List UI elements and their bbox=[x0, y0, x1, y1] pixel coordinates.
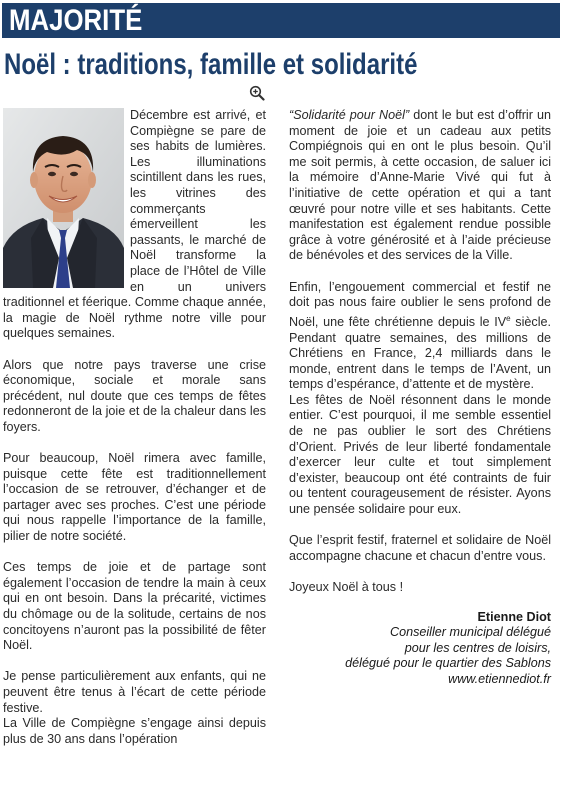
author-name: Etienne Diot bbox=[477, 609, 551, 624]
paragraph-city-commitment: La Ville de Compiègne s’engage ainsi depuis plus de 30 ans dans l’opération bbox=[3, 716, 266, 746]
paragraph-wishes: Que l’esprit festif, fraternel et solidaire de Noël accompagne chacune et chacun d’entre vous. bbox=[289, 533, 551, 563]
paragraph-sharing: Ces temps de joie et de partage sont également l’occasion de tendre la main à ceux qui en ont besoin. Dans la précarité, victimes du chômage ou de la solitude, certains de nos concitoyens n’auront pas la possibilité de fêter Noël. bbox=[3, 560, 266, 653]
paragraph-christian-meaning-start: Enfin, l’engouement commercial et festif ne doit pas nous faire oublier le sens profond de Noël, une fête chrétienne depuis le IV bbox=[289, 279, 551, 329]
paragraph-solidarity-text: dont le but est d’offrir un moment de joie et un cadeau aux petits Compiégnois qui en ont le plus besoin. Qu’il me soit permis, à cette occasion, de saluer ici la mémoire d’Anne-Marie Vivé qui fut à l’initiative de cette opération et qui a tant œuvré pour notre ville et ses habitants. Cette manifestation est également rendue possible grâce à votre générosité et à l’aide précieuse de bénévoles et des services de la Ville. bbox=[289, 108, 551, 263]
paragraph-christian-meaning-end: siècle. Pendant quatre semaines, des millions de Chrétiens en France, 2,4 milliards dans le monde, entrent dans le temps de l’Avent, un temps d’espérance, d’attente et de mystère. bbox=[289, 314, 551, 392]
right-column bbox=[289, 108, 551, 688]
paragraph-eastern-christians: Les fêtes de Noël résonnent dans le monde entier. C’est pourquoi, il me semble essentiel de ne pas oublier le sort des Chrétiens d’Orient. Privés de leur liberté fondamentale d’exercer leur culte et tout simplement d’exister, beaucoup ont été contraints de fuir ou tentent courageusement de résister. Ayons une pensée solidaire pour eux. bbox=[289, 392, 551, 517]
paragraph-solidarity bbox=[289, 108, 551, 264]
paragraph-greeting: Joyeux Noël à tous ! bbox=[289, 580, 404, 594]
section-title: MAJORITÉ bbox=[9, 4, 143, 37]
article-headline: Noël : traditions, famille et solidarité bbox=[4, 48, 418, 81]
paragraph-intro: Décembre est arrivé, et Compiègne se pare de ses habits de lumières. Les illuminations scintillent dans les rues, les vitrines des commerçants émerveillent les passants, le marché de Noël transforme la place de l’Hôtel de Ville en un univers traditionnel et féerique. Comme chaque année, la magie de Noël rythme notre ville pour quelques semaines. bbox=[3, 108, 266, 341]
section-banner bbox=[2, 3, 560, 38]
signature-block bbox=[289, 610, 551, 688]
left-column bbox=[3, 108, 266, 747]
author-role-line-1: Conseiller municipal délégué bbox=[389, 625, 551, 640]
author-photo bbox=[3, 108, 124, 288]
paragraph-family: Pour beaucoup, Noël rimera avec famille, puisque cette fête est traditionnellement l’occasion de se retrouver, d’échanger et de partager avec ses proches. C’est une période qui nous rappelle l’importance de la famille, pilier de notre société. bbox=[3, 451, 266, 544]
paragraph-christian-meaning bbox=[289, 280, 551, 393]
author-website-link[interactable]: www.etiennediot.fr bbox=[448, 671, 551, 686]
operation-name: “Solidarité pour Noël” bbox=[289, 108, 410, 122]
century-superscript: e bbox=[506, 313, 511, 323]
paragraph-crisis: Alors que notre pays traverse une crise économique, sociale et morale sans précédent, nul doute que ces temps de fêtes redonneront de la joie et de la chaleur dans les foyers. bbox=[3, 357, 266, 434]
paragraph-children: Je pense particulièrement aux enfants, qui ne peuvent être tenus à l’écart de cette période festive. bbox=[3, 669, 266, 715]
author-role-line-2: pour les centres de loisirs, bbox=[404, 640, 551, 655]
author-role-line-3: délégué pour le quartier des Sablons bbox=[345, 656, 551, 671]
zoom-in-icon[interactable] bbox=[249, 85, 265, 101]
